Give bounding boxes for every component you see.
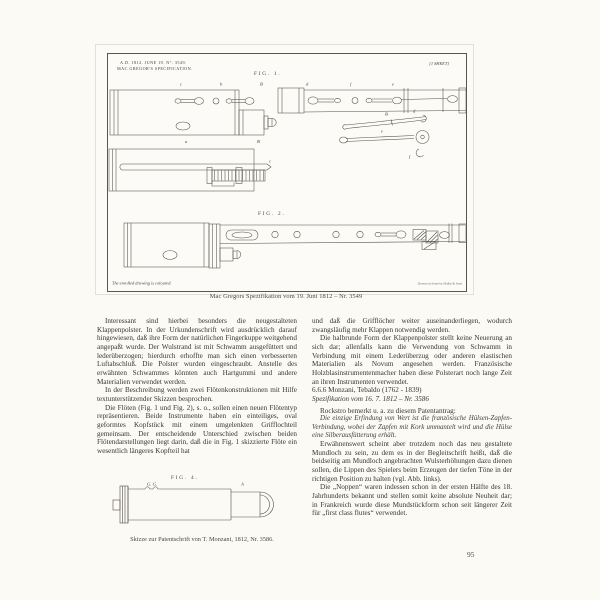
fig2-body-joint <box>209 224 466 269</box>
figure4-block <box>111 471 293 543</box>
fig4-headjoint-shape <box>113 486 273 523</box>
fig1-head-joint <box>110 90 254 135</box>
fig1-key-letter-c: c <box>180 81 183 87</box>
figure4-caption: Skizze zur Patentschrift von T. Monzani, 1812, Nr. 3586. <box>130 535 274 543</box>
fig4-label: FIG. 4. <box>171 474 199 481</box>
figure4-drawing <box>111 471 293 533</box>
fig1-key-letter-d: d <box>306 81 309 87</box>
fig1-key-letter-f: f <box>350 81 352 87</box>
fig1-spoon-letter-e: e <box>381 128 384 134</box>
plate-note-left: The enrolled drawing is coloured. <box>112 280 172 286</box>
fig1-label: FIG. 1. <box>254 71 282 77</box>
fig1-body-joint <box>278 88 466 113</box>
section-letter-c: c <box>269 158 272 164</box>
fig1-hook-letter-f: f <box>409 154 411 159</box>
fig1-key-letter-e: e <box>392 81 395 87</box>
left-column <box>97 317 297 543</box>
paragraph: Interessant sind hierbei besonders die neugestalteten Klappenpolster. In der Urkundenschrift wird ausdrücklich darauf hingewiesen, daß ihre Form der natürlichen Fingerkuppe weitgehend angepaßt wurde. Der Wulstrand ist mit Schwamm ausgefüttert und lederüberzogen; hierdurch erhoffte man sich einen verbesserten Luftabschluß. Die Polster wurden eingeschraubt. Anstelle des erwähnten Schwammes könnten auch Hartgummi und andere Materialien verwendet werden. <box>97 317 297 386</box>
right-column <box>312 317 512 543</box>
paragraph: In der Beschreibung werden zwei Flötenkonstruktionen mit Hilfe textunterstützender Skizzen besprochen. <box>97 386 297 403</box>
patent-title-line: MAC GREGOR'S SPECIFICATION. <box>117 66 193 71</box>
paragraph: Die Flöten (Fig. 1 und Fig. 2), s. o., sollen einen neuen Flötentyp repräsentieren. Beide Instrumente haben ein einteiliges, oval geformtes Kopfstück mit einem umgelenkten Grifflochteil gemeinsam. Der entscheidende Unterschied zwischen beiden Flötendarstellungen liegt darin, daß die in Fig. 1 skizzierte Flöte ein wesentlich längeres Kopfteil hat <box>97 403 297 455</box>
sheet-note: [1 SHEET] <box>429 61 449 66</box>
plate-caption: Mac Gregors Spezifikation vom 19. Juni 1812 – Nr. 3549 <box>209 293 363 300</box>
fig2-head-joint <box>124 223 209 267</box>
patent-drawing <box>108 54 466 291</box>
section-heading: 6.6.6 Monzani, Tebaldo (1762 - 1839) <box>312 386 422 395</box>
fig1-section-view <box>109 149 271 191</box>
page-number: 95 <box>467 550 475 559</box>
patent-plate-sheet <box>95 44 474 295</box>
paragraph: und daß die Grifflöcher weiter auseinanderliegen, wodurch zwangsläufig mehr Klappen notwendig werden. <box>312 317 512 334</box>
fig1-hole-letter: a <box>185 139 188 144</box>
paragraph: Erwähnenswert scheint aber trotzdem noch das neu gestaltete Mundloch zu sein, zu dem es in der Begleitschrift heißt, daß die beidseitig am Mundloch angebrachten Wulsterhöhungen dazu dienen sollen, die Lippen des Spielers beim Erzeugen der tiefen Töne in der richtigen Position zu halten (vgl. Abb. links). <box>312 440 512 483</box>
paragraph: Die halbrunde Form der Klappenpolster stellt keine Neuerung an sich dar; allenfalls kann die Verwendung von Schwamm in Verbindung mit einem Lederüberzug oder anderen elastischen Materialien als Novum angesehen werden. Französische Holzblasinstrumentenmacher haben diese Polsterart noch lange Zeit an ihren Instrumenten verwendet. <box>312 334 512 386</box>
fig1-barrel-block <box>239 110 276 135</box>
fig1-key-letter-b: b <box>220 81 223 87</box>
fig2-label: FIG. 2. <box>258 211 286 217</box>
patent-date-line: A.D. 1812. JUNE 19. N°. 3549. <box>120 60 187 65</box>
fig1-key-details <box>340 115 430 157</box>
fig1-lever-letter-d: d <box>413 108 416 114</box>
fig1-lever-letter-B: B <box>385 111 388 117</box>
paragraph: Die „Noppen“ waren indessen schon in der ersten Hälfte des 18. Jahrhunderts bekannt und stellen somit keine absolute Neuheit dar; in Frankreich wurde diese Mundstückform schon seit längerer Zeit für „first class flutes“ verwendet. <box>312 483 512 518</box>
section-subheading: Spezifikation vom 16. 7. 1812 – Nr. 3586 <box>312 394 429 403</box>
text-columns <box>97 317 513 543</box>
patent-drawing-box <box>107 53 467 292</box>
plate-printer-credit: Drawn on Stone by Malby & Sons <box>417 281 462 286</box>
rockstro-quote: Die einzige Erfindung von Wert ist die französische Hülsen-Zapfen-Verbindung, wobei der Zapfen mit Kork ummantelt wird und die Hülse eine Silberausfütterung erhält. <box>312 415 512 439</box>
fig1-key-letter-B: B <box>260 81 263 87</box>
fig4-g-labels: G. G. <box>147 481 158 486</box>
fig4-a-label: A <box>241 481 244 486</box>
fig1-block-letter: B <box>257 139 260 144</box>
paragraph: Rockstro bemerkt u. a. zu diesem Patentantrag: <box>320 406 456 415</box>
